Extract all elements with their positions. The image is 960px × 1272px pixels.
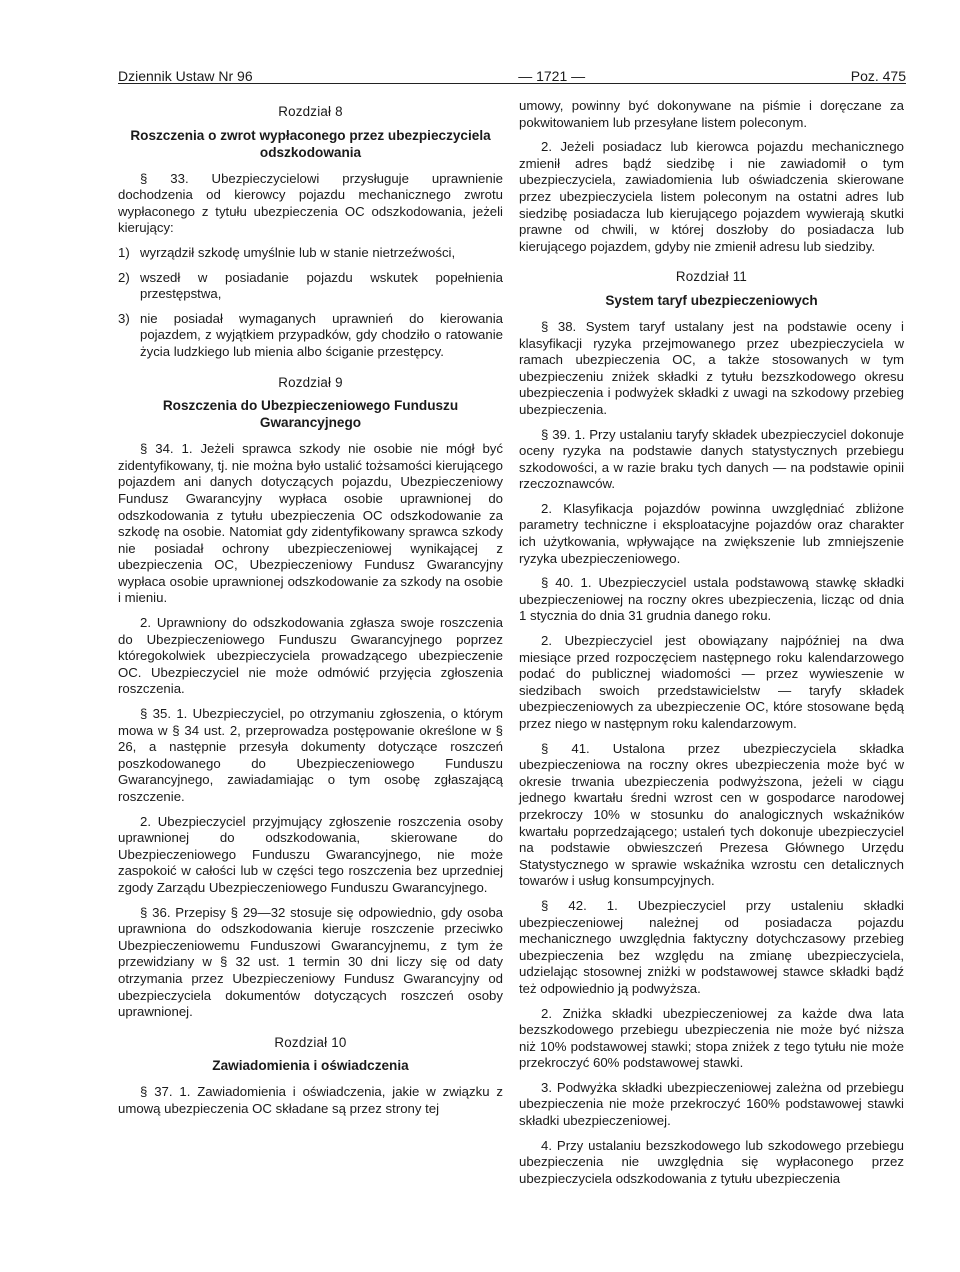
chapter-10-title: Zawiadomienia i oświadczenia xyxy=(212,1058,409,1074)
paragraph-42-4: 4. Przy ustalaniu bezszkodowego lub szkodowego przebiegu ubezpieczenia nie uwzględnia się wypłaconego przez ubezpieczyciela odszkodowania z tytułu ubezpieczenia xyxy=(519,1137,904,1186)
paragraph-39-2: 2. Klasyfikacja pojazdów powinna uwzględniać zbliżone parametry techniczne i eksploatacyjne pojazdów oraz charakter ich użytkowania, wpływające na zwiększenie lub zmniejszenie ryzyka ubezpieczeniowego. xyxy=(519,500,904,566)
paragraph-42-1: § 42. 1. Ubezpieczyciel przy ustaleniu składki ubezpieczeniowej należnej od posiadacza pojazdu mechanicznego uwzględnia faktyczny dotychczasowy przebieg ubezpieczenia bez względu na zmianę ubezpieczyciela, udzielając stosownej zniżki w podstawowej stawce składki bądź też odpowiednio ją podwyższa. xyxy=(519,897,904,996)
chapter-9-label: Rozdział 9 xyxy=(278,374,343,390)
list-item xyxy=(118,311,503,361)
journal-title: Dziennik Ustaw Nr 96 xyxy=(118,68,253,84)
paragraph-40-1: § 40. 1. Ubezpieczyciel ustala podstawową stawkę składki ubezpieczeniowej na roczny okres ubezpieczenia, licząc od dnia 1 stycznia do dnia 31 grudnia danego roku. xyxy=(519,575,904,624)
chapter-8-title: Roszczenia o zwrot wypłaconego przez ubezpieczyciela odszkodowania xyxy=(130,127,491,160)
position-number: Poz. 475 xyxy=(850,68,906,84)
chapter-10-label: Rozdział 10 xyxy=(274,1034,347,1050)
paragraph-35-1: § 35. 1. Ubezpieczyciel, po otrzymaniu zgłoszenia, o którym mowa w § 34 ust. 2, przeprowadza postępowanie określone w § 26, a następnie przesyła dokumenty dotyczące roszczeń poszkodowanego do Ubezpieczeniowego Funduszu Gwarancyjnego, zawiadamiając o tym osobę zgłaszającą roszczenie. xyxy=(118,706,503,804)
list-item-number: 1) xyxy=(118,244,130,260)
paragraph-40-2: 2. Ubezpieczyciel jest obowiązany najpóźniej na dwa miesiące przed rozpoczęciem następnego roku kalendarzowego podać do publicznej wiadomości — przez wywieszenie w siedzibach swoich przedstawicielstw — taryfy składek ubezpieczeniowych za ubezpieczenie OC, które stosowane będą przez niego w następnym roku kalendarzowym. xyxy=(519,633,904,731)
paragraph-42-3: 3. Podwyżka składki ubezpieczeniowej zależna od przebiegu ubezpieczenia nie może przekroczyć 160% podstawowej stawki składki ubezpieczeniowej. xyxy=(519,1079,904,1129)
paragraph-37-continued: umowy, powinny być dokonywane na piśmie i doręczane za pokwitowaniem lub przesyłane listem poleconym. xyxy=(519,98,904,130)
list-item-text: wszedł w posiadanie pojazdu wskutek popełnienia przestępstwa, xyxy=(140,269,503,302)
header-rule xyxy=(118,83,906,84)
list-item-number: 2) xyxy=(118,269,130,285)
left-column xyxy=(118,98,503,1126)
list-item xyxy=(118,270,503,303)
paragraph-33: § 33. Ubezpieczycielowi przysługuje uprawnienie dochodzenia od kierowcy pojazdu mechanicznego zwrotu wypłaconego z tytułu ubezpieczenia OC odszkodowania, jeżeli kierujący: xyxy=(118,170,503,236)
chapter-11-title: System taryf ubezpieczeniowych xyxy=(605,292,818,308)
list-item xyxy=(118,245,503,262)
paragraph-39-1: § 39. 1. Przy ustalaniu taryfy składek ubezpieczyciel dokonuje oceny ryzyka na podstawie danych statystycznych przebiegu szkodowości, a w razie braku tych danych — na podstawie opinii rzeczoznawców. xyxy=(519,426,904,492)
chapter-8-label: Rozdział 8 xyxy=(278,104,343,119)
list-item-number: 3) xyxy=(118,310,130,326)
paragraph-36: § 36. Przepisy § 29—32 stosuje się odpowiednio, gdy osoba uprawniona do odszkodowania kieruje roszczenie przeciwko Ubezpieczeniowemu Funduszowi Gwarancyjnemu, z tym że przewidziany w § 32 ust. 1 termin 30 dni liczy się od daty otrzymania przez Ubezpieczeniowy Fundusz Gwarancyjny od ubezpieczyciela dokumentów dotyczących roszczeń osoby uprawnionej. xyxy=(118,904,503,1020)
right-column xyxy=(519,98,904,1195)
paragraph-37-1: § 37. 1. Zawiadomienia i oświadczenia, jakie w związku z umową ubezpieczenia OC składane są przez strony tej xyxy=(118,1084,503,1116)
paragraph-35-2: 2. Ubezpieczyciel przyjmujący zgłoszenie roszczenia osoby uprawnionej do odszkodowania, skierowane do Ubezpieczeniowego Funduszu Gwarancyjnego, nie może zaspokoić w całości lub w części tego roszczenia bez uprzedniej zgody Zarządu Ubezpieczeniowego Funduszu Gwarancyjnego. xyxy=(118,813,503,895)
paragraph-42-2: 2. Zniżka składki ubezpieczeniowej za każde dwa lata bezszkodowego przebiegu ubezpieczenia nie może być niższa niż 10% podstawowej stawki; stopa zniżek z tego tytułu nie może przekroczyć 60% podstawowej stawki. xyxy=(519,1005,904,1071)
chapter-11-label: Rozdział 11 xyxy=(675,269,748,285)
paragraph-41: § 41. Ustalona przez ubezpieczyciela składka ubezpieczeniowa na roczny okres ubezpieczenia może być w okresie trwania ubezpieczenia podwyższona, jeżeli w ciągu jednego kwartału średni wzrost cen w gospodarce narodowej przekroczy 10% w stosunku do analogicznych wskaźników kwartału poprzedzającego; ustaleń tych dokonuje ubezpieczyciel na podstawie obwieszczeń Prezesa Głównego Urzędu Statystycznego w sprawie wskaźnika wzrostu cen detalicznych towarów i usług konsumpcyjnych. xyxy=(519,740,904,889)
paragraph-37-2: 2. Jeżeli posiadacz lub kierowca pojazdu mechanicznego zmienił adres bądź siedzibę i nie zawiadomił o tym ubezpieczyciela, zawiadomienia lub oświadczenia skierowane przez ubezpieczyciela listem poleconym na ostatni adres lub siedzibę posiadacza lub kierującego pojazdem wywierają skutki prawne od chwili, w której doszłoby do posiadacza lub kierującego pojazdem, gdyby nie zmienił adresu lub siedziby. xyxy=(519,139,904,254)
page-header xyxy=(118,62,906,84)
page-number: — 1721 — xyxy=(518,68,586,84)
list-item-text: wyrządził szkodę umyślnie lub w stanie nietrzeźwości, xyxy=(140,244,456,260)
paragraph-34-1: § 34. 1. Jeżeli sprawca szkody nie osobie nie mógł być zidentyfikowany, tj. nie można było ustalić tożsamości kierującego pojazdem ani danych dotyczących pojazdu, Ubezpieczeniowy Fundusz Gwarancyjny wypłaca osobie uprawnionej do odszkodowania z tytułu ubezpieczenia OC odszkodowanie za szkodę na osobie. Natomiat gdy zidentyfikowany sprawca szkody nie posiadał ochrony ubezpieczeniowej wynikającej z ubezpieczenia OC, Ubezpieczeniowy Fundusz Gwarancyjny wypłaca osobie uprawnionej odszkodowanie za szkody na osobie i mieniu. xyxy=(118,441,503,606)
paragraph-34-2: 2. Uprawniony do odszkodowania zgłasza swoje roszczenia do Ubezpieczeniowego Funduszu Gwarancyjnego poprzez któregokolwiek ubezpieczyciela prowadzącego ubezpieczenie OC. Ubezpieczyciel nie może odmówić przyjęcia zgłoszenia roszczenia. xyxy=(118,615,503,697)
chapter-9-title: Roszczenia do Ubezpieczeniowego Funduszu Gwarancyjnego xyxy=(162,398,459,431)
paragraph-38: § 38. System taryf ustalany jest na podstawie oceny i klasyfikacji ryzyka przejmowanego przez ubezpieczyciela w ramach ubezpieczenia OC, a także stosowanych w tym ubezpieczeniu zniżek składki z tytułu bezszkodowego okresu ubezpieczenia i podwyżek składki z uwagi na szkodowy przebieg ubezpieczenia. xyxy=(519,318,904,417)
list-item-text: nie posiadał wymaganych uprawnień do kierowania pojazdem, z wyjątkiem przypadków, gdy chodziło o ratowanie życia ludzkiego lub mienia albo ściganie przestępcy. xyxy=(140,310,503,359)
